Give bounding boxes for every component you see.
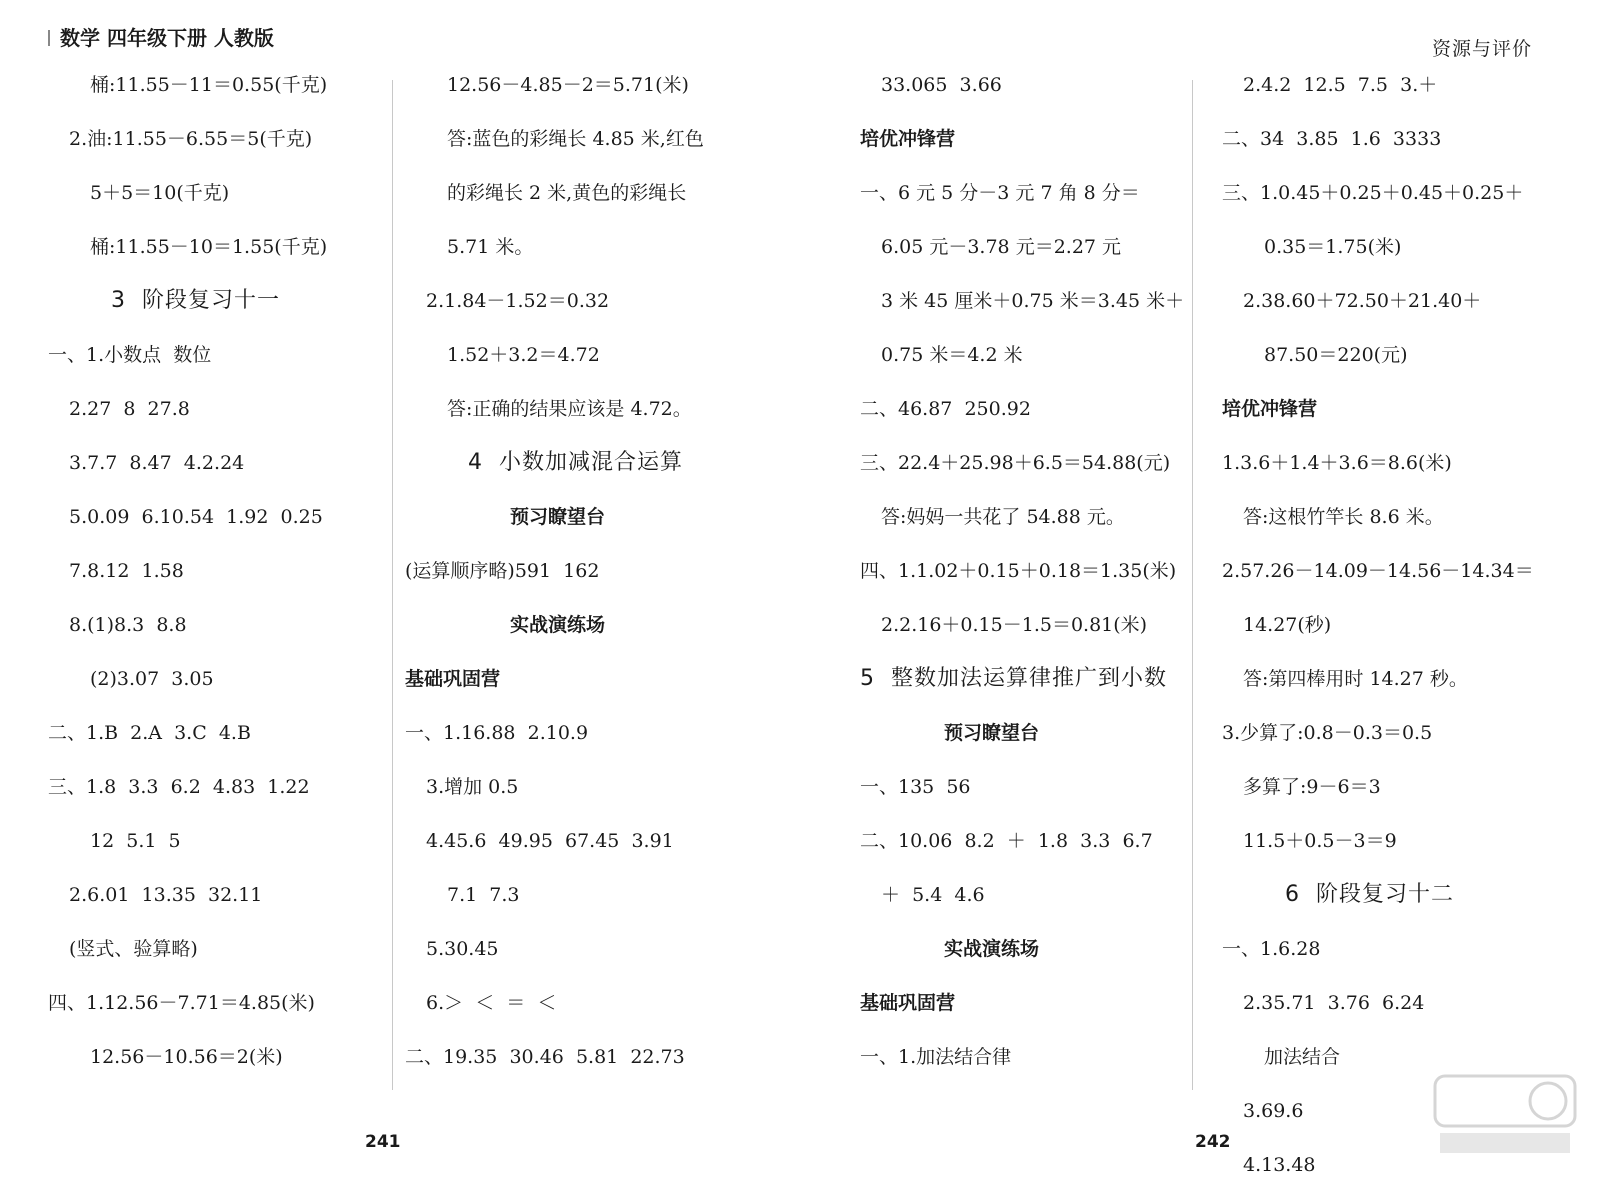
answer-line: 三、22.4＋25.98＋6.5＝54.88(元) [860,452,1171,474]
answer-line: 6.05 元－3.78 元＝2.27 元 [881,236,1122,258]
answer-line: 答:这根竹竿长 8.6 米。 [1243,506,1444,528]
subsection-heading: 预习瞭望台 [510,506,606,528]
answer-line: 4.13.48 [1243,1154,1316,1176]
answer-line: 2.1.84－1.52＝0.32 [426,290,610,312]
answer-line: 一、1.6.28 [1222,938,1321,960]
answer-line: 四、1.1.02＋0.15＋0.18＝1.35(米) [860,560,1177,582]
answer-line: 1.52＋3.2＝4.72 [447,344,600,366]
answer-line: 答:蓝色的彩绳长 4.85 米,红色 [447,128,704,150]
answer-line: 1.3.6＋1.4＋3.6＝8.6(米) [1222,452,1452,474]
section-heading: 5 整数加法运算律推广到小数 [860,666,1167,691]
subsection-heading: 基础巩固营 [405,668,501,690]
subsection-heading: 培优冲锋营 [1222,398,1318,420]
subsection-heading: 培优冲锋营 [860,128,956,150]
answer-line: 7.8.12 1.58 [69,560,184,582]
answer-line: 一、1.小数点 数位 [48,344,212,366]
answer-line: 2.57.26－14.09－14.56－14.34＝ [1222,560,1534,582]
answer-line: 11.5＋0.5－3＝9 [1243,830,1397,852]
page-number-right: 242 [1195,1132,1231,1152]
answer-line: 87.50＝220(元) [1264,344,1408,366]
answer-line: 答:妈妈一共花了 54.88 元。 [881,506,1125,528]
answer-line: 2.油:11.55－6.55＝5(千克) [69,128,313,150]
answer-line: 3.7.7 8.47 4.2.24 [69,452,245,474]
answer-line: 0.75 米＝4.2 米 [881,344,1023,366]
answer-line: (2)3.07 3.05 [90,668,214,690]
answer-line: 4.45.6 49.95 67.45 3.91 [426,830,674,852]
answer-line: 12.56－10.56＝2(米) [90,1046,283,1068]
answer-line: 桶:11.55－10＝1.55(千克) [90,236,328,258]
answer-line: 答:第四棒用时 14.27 秒。 [1243,668,1468,690]
answer-line: 14.27(秒) [1243,614,1332,636]
answer-column-3 [860,72,1250,1092]
answer-column-4 [1222,72,1600,1176]
subsection-heading: 基础巩固营 [860,992,956,1014]
answer-line: 二、46.87 250.92 [860,398,1031,420]
answer-line: 一、6 元 5 分－3 元 7 角 8 分＝ [860,182,1140,204]
answer-line: 12 5.1 5 [90,830,181,852]
answer-line: 一、135 56 [860,776,971,798]
answer-line: 加法结合 [1264,1046,1341,1068]
answer-line: 3.69.6 [1243,1100,1304,1122]
book-title-text: 数学 四年级下册 人教版 [60,26,274,50]
answer-line: 5.30.45 [426,938,499,960]
answer-column-2 [405,72,795,1092]
answer-line: 2.6.01 13.35 32.11 [69,884,263,906]
answer-line: 二、34 3.85 1.6 3333 [1222,128,1442,150]
section-heading: 4 小数加减混合运算 [468,450,683,475]
answer-line: 33.065 3.66 [881,74,1002,96]
answer-line: 三、1.8 3.3 6.2 4.83 1.22 [48,776,310,798]
answer-line: 二、1.B 2.A 3.C 4.B [48,722,251,744]
answer-line: 2.38.60＋72.50＋21.40＋ [1243,290,1482,312]
series-title: 资源与评价 [1431,38,1532,60]
subsection-heading: 实战演练场 [944,938,1040,960]
answer-line: 二、10.06 8.2 ＋ 1.8 3.3 6.7 [860,830,1153,852]
answer-line: (竖式、验算略) [69,938,198,960]
answer-line: 一、1.16.88 2.10.9 [405,722,589,744]
answer-line: 的彩绳长 2 米,黄色的彩绳长 [447,182,687,204]
book-title [48,22,274,51]
answer-column-1 [48,72,438,1092]
section-heading: 6 阶段复习十二 [1285,882,1454,907]
answer-line: 3 米 45 厘米＋0.75 米＝3.45 米＋ [881,290,1185,312]
answer-line: 三、1.0.45＋0.25＋0.45＋0.25＋ [1222,182,1524,204]
answer-line: 7.1 7.3 [447,884,520,906]
answer-line: 一、1.加法结合律 [860,1046,1012,1068]
answer-line: 2.27 8 27.8 [69,398,190,420]
subsection-heading: 预习瞭望台 [944,722,1040,744]
answer-line: 多算了:9－6＝3 [1243,776,1381,798]
answer-line: 5.71 米。 [447,236,534,258]
answer-line: 8.(1)8.3 8.8 [69,614,187,636]
answer-line: 2.4.2 12.5 7.5 3.＋ [1243,74,1438,96]
page-number-left: 241 [365,1132,401,1152]
answer-line: 5＋5＝10(千克) [90,182,230,204]
answer-line: 四、1.12.56－7.71＝4.85(米) [48,992,315,1014]
answer-line: 桶:11.55－11＝0.55(千克) [90,74,328,96]
answer-line: ＋ 5.4 4.6 [881,884,985,906]
answer-line: 2.35.71 3.76 6.24 [1243,992,1425,1014]
answer-line: 答:正确的结果应该是 4.72。 [447,398,692,420]
section-heading: 3 阶段复习十一 [111,288,280,313]
answer-line: 二、19.35 30.46 5.81 22.73 [405,1046,685,1068]
answer-line: 2.2.16＋0.15－1.5＝0.81(米) [881,614,1148,636]
answer-line: 6.＞ ＜ ＝ ＜ [426,992,557,1014]
answer-line: 3.少算了:0.8－0.3＝0.5 [1222,722,1433,744]
header-bar [48,30,50,46]
answer-line: (运算顺序略)591 162 [405,560,600,582]
answer-line: 0.35＝1.75(米) [1264,236,1402,258]
watermark-logo [1430,1071,1580,1161]
answer-line: 12.56－4.85－2＝5.71(米) [447,74,689,96]
answer-line: 5.0.09 6.10.54 1.92 0.25 [69,506,323,528]
answer-line: 3.增加 0.5 [426,776,519,798]
subsection-heading: 实战演练场 [510,614,606,636]
